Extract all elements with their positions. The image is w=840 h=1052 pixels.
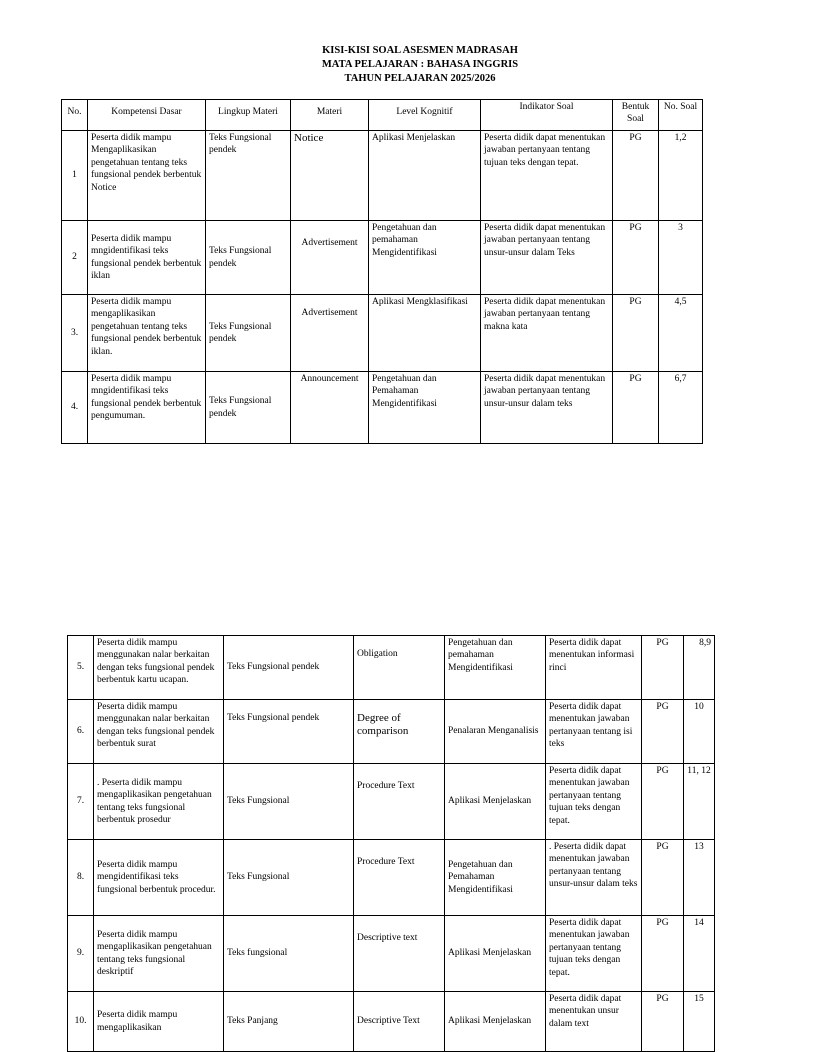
table-row <box>62 221 703 295</box>
cell-no: 7. <box>68 764 94 840</box>
cell-no-soal: 6,7 <box>659 372 703 444</box>
cell-kompetensi: Peserta didik mampu mengaplikasikan pengetahuan tentang teks fungsional pendek berbentuk iklan. <box>88 295 206 372</box>
cell-lingkup: Teks fungsional <box>224 916 354 992</box>
cell-kompetensi: Peserta didik mampu mengaplikasikan pengetahuan tentang teks fungsional deskriptif <box>94 916 224 992</box>
cell-materi: Advertisement <box>291 295 369 372</box>
title-line-1: KISI-KISI SOAL ASESMEN MADRASAH <box>322 45 518 56</box>
cell-materi: Degree of comparison <box>354 700 445 764</box>
cell-indikator: . Peserta didik dapat menentukan jawaban pertanyaan tentang unsur-unsur dalam teks <box>546 840 642 916</box>
header-materi: Materi <box>291 100 369 131</box>
cell-no: 3. <box>62 295 88 372</box>
kisi-kisi-table-bottom <box>67 635 715 1052</box>
cell-kompetensi: Peserta didik mampu mengaplikasikan <box>94 992 224 1052</box>
cell-materi: Obligation <box>354 636 445 700</box>
header-kompetensi-dasar: Kompetensi Dasar <box>88 100 206 131</box>
cell-lingkup: Teks Fungsional pendek <box>206 131 291 221</box>
cell-materi: Advertisement <box>291 221 369 295</box>
cell-bentuk: PG <box>642 992 684 1052</box>
cell-level: Aplikasi Menjelaskan <box>369 131 481 221</box>
cell-indikator: Peserta didik dapat menentukan jawaban pertanyaan tentang tujuan teks dengan tepat. <box>481 131 613 221</box>
cell-no: 6. <box>68 700 94 764</box>
document-title <box>0 44 840 86</box>
cell-kompetensi: Peserta didik mampu Mengaplikasikan pengetahuan tentang teks fungsional pendek berbentuk Notice <box>88 131 206 221</box>
cell-materi: Notice <box>291 131 369 221</box>
cell-no-soal: 1,2 <box>659 131 703 221</box>
header-no: No. <box>62 100 88 131</box>
cell-lingkup: Teks Fungsional pendek <box>224 700 354 764</box>
cell-no-soal: 15 <box>684 992 715 1052</box>
cell-indikator: Peserta didik dapat menentukan jawaban pertanyaan tentang unsur-unsur dalam teks <box>481 372 613 444</box>
cell-level: Aplikasi Mengklasifikasi <box>369 295 481 372</box>
cell-indikator: Peserta didik dapat menentukan jawaban pertanyaan tentang unsur-unsur dalam Teks <box>481 221 613 295</box>
cell-bentuk: PG <box>642 840 684 916</box>
cell-no: 1 <box>62 131 88 221</box>
cell-materi: Descriptive Text <box>354 992 445 1052</box>
cell-kompetensi: . Peserta didik mampu mengaplikasikan pengetahuan tentang teks fungsional berbentuk prosedur <box>94 764 224 840</box>
cell-level: Aplikasi Menjelaskan <box>445 916 546 992</box>
cell-level: Pengetahuan dan pemahaman Mengidentifikasi <box>445 636 546 700</box>
header-bentuk-soal: Bentuk Soal <box>613 100 659 131</box>
cell-no: 8. <box>68 840 94 916</box>
cell-kompetensi: Peserta didik mampu menggunakan nalar berkaitan dengan teks fungsional pendek berbentuk kartu ucapan. <box>94 636 224 700</box>
cell-materi: Procedure Text <box>354 840 445 916</box>
cell-bentuk: PG <box>613 221 659 295</box>
cell-bentuk: PG <box>613 131 659 221</box>
cell-no-soal: 4,5 <box>659 295 703 372</box>
kisi-kisi-table-top <box>61 99 703 444</box>
table-header-row <box>62 100 703 131</box>
header-lingkup-materi: Lingkup Materi <box>206 100 291 131</box>
cell-no-soal: 8,9 <box>684 636 715 700</box>
cell-indikator: Peserta didik dapat menentukan informasi rinci <box>546 636 642 700</box>
cell-bentuk: PG <box>642 916 684 992</box>
cell-kompetensi: Peserta didik mampu mengidentifikasi teks fungsional berbentuk procedur. <box>94 840 224 916</box>
table-row <box>68 992 715 1052</box>
cell-indikator: Peserta didik dapat menentukan jawaban pertanyaan tentang tujuan teks dengan tepat. <box>546 764 642 840</box>
cell-no: 5. <box>68 636 94 700</box>
header-indikator-soal: Indikator Soal <box>481 100 613 131</box>
cell-level: Pengetahuan dan pemahaman Mengidentifikasi <box>369 221 481 295</box>
table-row <box>62 131 703 221</box>
cell-lingkup: Teks Fungsional pendek <box>224 636 354 700</box>
cell-no-soal: 10 <box>684 700 715 764</box>
cell-level: Aplikasi Menjelaskan <box>445 764 546 840</box>
cell-no: 4. <box>62 372 88 444</box>
cell-lingkup: Teks Fungsional <box>224 764 354 840</box>
cell-level: Pengetahuan dan Pemahaman Mengidentifikasi <box>369 372 481 444</box>
cell-materi: Procedure Text <box>354 764 445 840</box>
table-row <box>62 295 703 372</box>
cell-indikator: Peserta didik dapat menentukan jawaban pertanyaan tentang isi teks <box>546 700 642 764</box>
cell-indikator: Peserta didik dapat menentukan jawaban pertanyaan tentang tujuan teks dengan tepat. <box>546 916 642 992</box>
cell-bentuk: PG <box>613 372 659 444</box>
cell-no-soal: 3 <box>659 221 703 295</box>
cell-materi: Announcement <box>291 372 369 444</box>
cell-no-soal: 11, 12 <box>684 764 715 840</box>
header-level-kognitif: Level Kognitif <box>369 100 481 131</box>
table-row <box>68 840 715 916</box>
cell-kompetensi: Peserta didik mampu mngidentifikasi teks fungsional pendek berbentuk pengumuman. <box>88 372 206 444</box>
cell-materi: Descriptive text <box>354 916 445 992</box>
table-row <box>68 636 715 700</box>
cell-bentuk: PG <box>613 295 659 372</box>
table-row <box>62 372 703 444</box>
cell-level: Aplikasi Menjelaskan <box>445 992 546 1052</box>
cell-lingkup: Teks Fungsional pendek <box>206 372 291 444</box>
cell-lingkup: Teks Fungsional pendek <box>206 295 291 372</box>
cell-kompetensi: Peserta didik mampu menggunakan nalar berkaitan dengan teks fungsional pendek berbentuk surat <box>94 700 224 764</box>
header-no-soal: No. Soal <box>659 100 703 131</box>
cell-no: 10. <box>68 992 94 1052</box>
cell-no-soal: 14 <box>684 916 715 992</box>
table-row <box>68 916 715 992</box>
cell-bentuk: PG <box>642 636 684 700</box>
title-line-3: TAHUN PELAJARAN 2025/2026 <box>344 73 496 84</box>
cell-lingkup: Teks Fungsional <box>224 840 354 916</box>
cell-no-soal: 13 <box>684 840 715 916</box>
cell-indikator: Peserta didik dapat menentukan unsur dalam text <box>546 992 642 1052</box>
cell-level: Penalaran Menganalisis <box>445 700 546 764</box>
cell-lingkup: Teks Panjang <box>224 992 354 1052</box>
title-line-2: MATA PELAJARAN : BAHASA INGGRIS <box>321 59 519 70</box>
cell-no: 9. <box>68 916 94 992</box>
cell-kompetensi: Peserta didik mampu mngidentifikasi teks fungsional pendek berbentuk iklan <box>88 221 206 295</box>
cell-level: Pengetahuan dan Pemahaman Mengidentifikasi <box>445 840 546 916</box>
table-row <box>68 700 715 764</box>
cell-bentuk: PG <box>642 764 684 840</box>
cell-lingkup: Teks Fungsional pendek <box>206 221 291 295</box>
cell-bentuk: PG <box>642 700 684 764</box>
table-row <box>68 764 715 840</box>
cell-indikator: Peserta didik dapat menentukan jawaban pertanyaan tentang makna kata <box>481 295 613 372</box>
cell-no: 2 <box>62 221 88 295</box>
